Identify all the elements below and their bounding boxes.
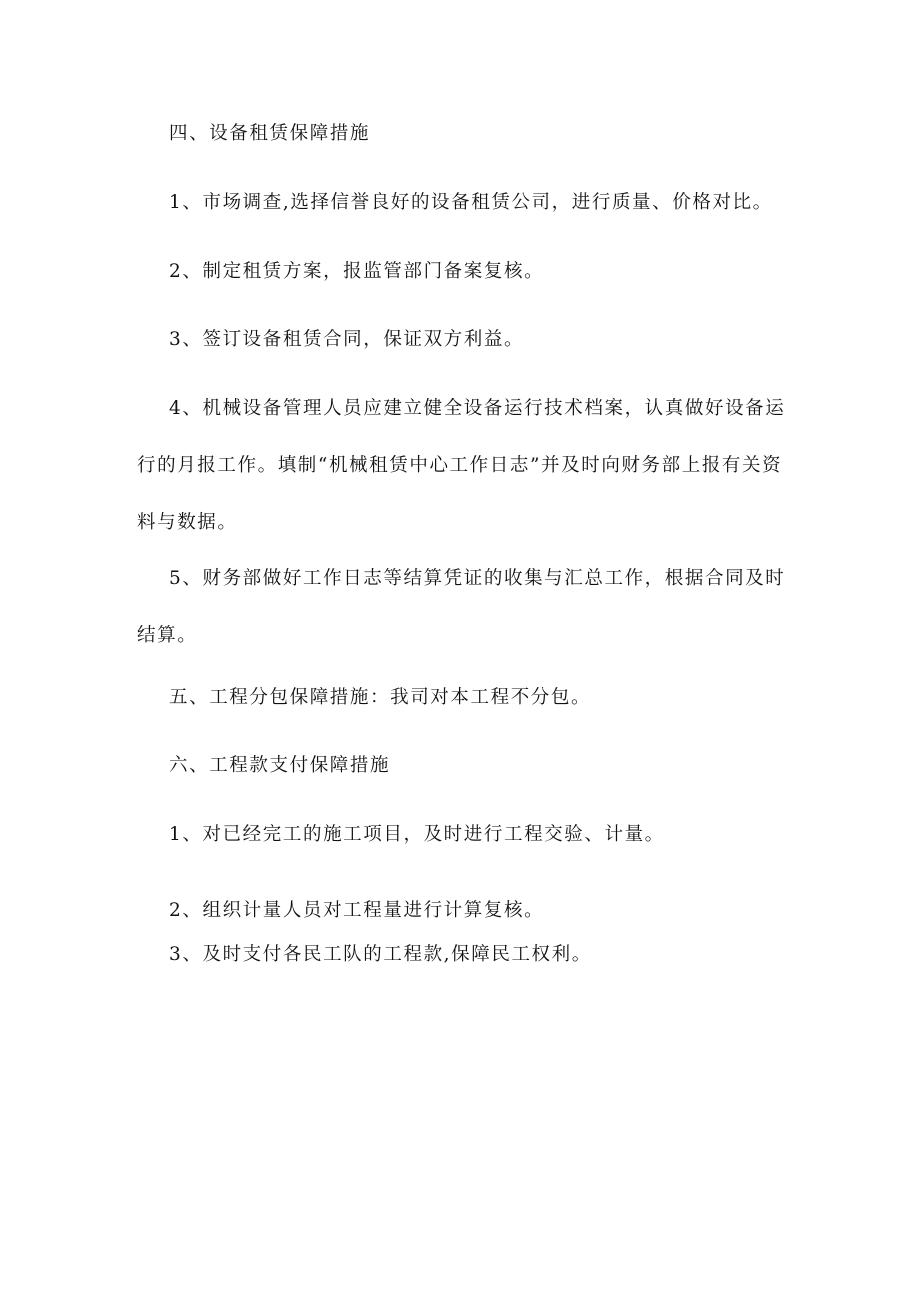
list-item-leasing-plan: 2、制定租赁方案，报监管部门备案复核。	[169, 261, 545, 282]
list-item-lease-contract: 3、签订设备租赁合同，保证双方利益。	[169, 329, 525, 350]
section-heading-payment: 六、工程款支付保障措施	[169, 755, 391, 776]
list-item-worker-payment: 3、及时支付各民工队的工程款,保障民工权利。	[169, 944, 592, 965]
list-item-quantity-review: 2、组织计量人员对工程量进行计算复核。	[169, 900, 545, 921]
section-heading-subcontracting: 五、工程分包保障措施：我司对本工程不分包。	[169, 687, 592, 708]
section-heading-equipment-leasing: 四、设备租赁保障措施	[169, 123, 371, 144]
list-item-market-survey: 1、市场调查,选择信誉良好的设备租赁公司，进行质量、价格对比。	[169, 192, 773, 213]
list-item-settlement: 5、财务部做好工作日志等结算凭证的收集与汇总工作，根据合同及时结算。	[137, 568, 786, 646]
list-item-equipment-records: 4、机械设备管理人员应建立健全设备运行技术档案，认真做好设备运行的月报工作。填制“机械租赁中心工作日志”并及时向财务部上报有关资料与数据。	[137, 398, 786, 533]
list-item-acceptance: 1、对已经完工的施工项目，及时进行工程交验、计量。	[169, 824, 665, 845]
